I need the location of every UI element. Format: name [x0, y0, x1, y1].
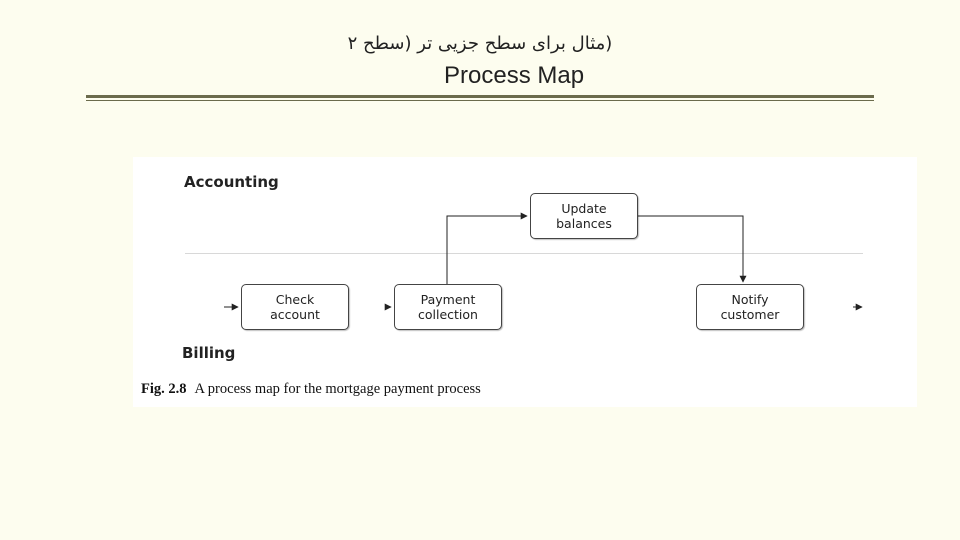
process-map-figure — [133, 157, 917, 407]
flow-arrow-update-to-notify — [636, 216, 743, 282]
lane-label-billing: Billing — [182, 344, 236, 362]
step-notify-customer: Notify customer — [696, 284, 804, 330]
step-update-balances: Update balances — [530, 193, 638, 239]
step-payment-collection: Payment collection — [394, 284, 502, 330]
step-check-account: Check account — [241, 284, 349, 330]
figure-caption — [141, 381, 481, 398]
title-rule-thin — [86, 100, 874, 101]
slide-title: Process Map — [444, 62, 585, 89]
figure-caption-text: A process map for the mortgage payment process — [194, 381, 481, 397]
figure-number: Fig. 2.8 — [141, 381, 187, 397]
lane-label-accounting: Accounting — [184, 173, 279, 191]
flow-arrow-payment-to-update — [447, 216, 527, 284]
slide-subtitle: (مثال برای سطح جزیی تر (سطح ۲ — [347, 33, 613, 54]
flow-arrows — [133, 157, 917, 407]
title-rule-thick — [86, 95, 874, 98]
